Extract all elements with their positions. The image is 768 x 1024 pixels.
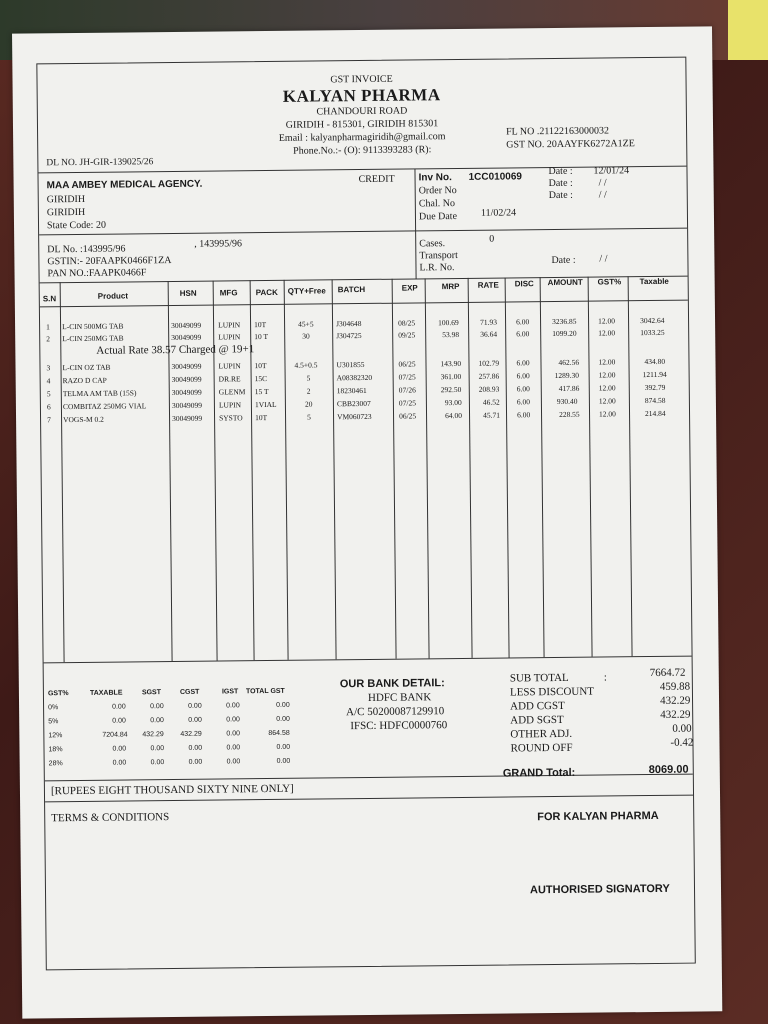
cell-amount: 462.56 bbox=[558, 357, 580, 367]
cell-product: L-CIN 500MG TAB bbox=[62, 321, 124, 332]
cell-amount: 228.55 bbox=[558, 409, 580, 419]
cell-product: VOGS-M 0.2 bbox=[63, 414, 104, 425]
gst-cell: 28% bbox=[48, 760, 63, 768]
cell-amount: 930.40 bbox=[556, 396, 578, 406]
divider bbox=[414, 168, 416, 278]
cell-mfg: DR.RE bbox=[218, 374, 241, 384]
col-product: Product bbox=[97, 291, 129, 301]
cell-mrp: 143.90 bbox=[440, 358, 462, 369]
gst-summary-row bbox=[44, 743, 344, 756]
cell-batch: J304648 bbox=[336, 319, 362, 329]
cell-disc: 6.00 bbox=[516, 371, 530, 381]
bank-title: OUR BANK DETAIL: bbox=[339, 677, 445, 691]
cell-disc: 6.00 bbox=[516, 358, 530, 368]
party-gstin: GSTIN:- 20FAAPK0466F1ZA bbox=[47, 255, 172, 268]
bank-ifsc: IFSC: HDFC0000760 bbox=[350, 719, 448, 733]
firm-fl-no: FL NO .21122163000032 bbox=[506, 125, 610, 138]
cell-product: L-CIN 250MG TAB bbox=[62, 333, 124, 344]
cell-exp: 08/25 bbox=[398, 318, 416, 328]
chal-date: / / bbox=[598, 189, 607, 201]
cell-disc: 6.00 bbox=[516, 384, 530, 394]
gst-cell: 7204.84 bbox=[102, 731, 128, 739]
cell-pack: 10T bbox=[255, 413, 268, 423]
col-rate: RATE bbox=[477, 280, 499, 290]
firm-gst-no: GST NO. 20AAYFK6272A1ZE bbox=[506, 138, 635, 151]
cell-pack: 10T bbox=[254, 361, 267, 371]
chal-no-label: Chal. No bbox=[418, 198, 455, 210]
cell-taxable: 1033.25 bbox=[640, 327, 665, 338]
cell-exp: 07/26 bbox=[398, 385, 416, 395]
party-city-2: GIRIDIH bbox=[46, 206, 86, 219]
cell-rate: 208.93 bbox=[478, 384, 500, 394]
firm-phone: Phone.No.:- (O): 9113393283 (R): bbox=[293, 144, 432, 157]
gst-cell: 0.00 bbox=[276, 757, 291, 765]
party-state-code: State Code: 20 bbox=[46, 219, 106, 232]
cell-rate: 257.86 bbox=[478, 371, 500, 381]
cell-disc: 6.00 bbox=[516, 329, 530, 339]
cell-exp: 06/25 bbox=[398, 411, 417, 421]
cell-disc: 6.00 bbox=[516, 317, 530, 327]
col-sn: S.N bbox=[42, 294, 57, 304]
cell-mrp: 361.00 bbox=[440, 371, 462, 382]
cell-hsn: 30049099 bbox=[171, 332, 202, 343]
gst-col-cgst: CGST bbox=[179, 688, 200, 696]
cell-hsn: 30049099 bbox=[171, 374, 202, 385]
cell-qty: 2 bbox=[306, 386, 311, 396]
cell-rate: 36.64 bbox=[480, 329, 498, 339]
cell-hsn: 30049099 bbox=[171, 320, 202, 331]
gst-cell: 0.00 bbox=[226, 744, 241, 752]
sub-total-label: SUB TOTAL bbox=[509, 671, 569, 685]
cell-mrp: 93.00 bbox=[444, 397, 462, 408]
col-mfg: MFG bbox=[219, 288, 238, 298]
gst-cell: 18% bbox=[48, 746, 63, 754]
cell-gst: 12.00 bbox=[598, 316, 615, 326]
col-exp: EXP bbox=[401, 283, 418, 293]
date-label-2: Date : bbox=[548, 177, 573, 190]
cell-qty: 5 bbox=[307, 412, 311, 422]
cell-sn: 7 bbox=[47, 415, 51, 425]
gst-cell: 0% bbox=[48, 704, 59, 712]
add-sgst-value: 432.29 bbox=[660, 708, 691, 721]
sub-total-colon: : bbox=[603, 671, 607, 684]
party-city-1: GIRIDIH bbox=[46, 193, 86, 206]
cell-qty: 4.5+0.5 bbox=[294, 360, 318, 370]
cell-hsn: 30049099 bbox=[171, 361, 202, 372]
cell-mfg: LUPIN bbox=[218, 332, 241, 342]
cell-gst: 12.00 bbox=[598, 328, 616, 338]
cell-sn: 5 bbox=[46, 389, 51, 399]
cell-product: TELMA AM TAB (15S) bbox=[62, 388, 137, 399]
order-date: / / bbox=[598, 177, 607, 189]
cell-mfg: LUPIN bbox=[218, 320, 241, 330]
gst-cell: 0.00 bbox=[188, 744, 203, 752]
gst-summary-row bbox=[45, 757, 345, 770]
cell-taxable: 874.58 bbox=[644, 395, 666, 406]
firm-name: KALYAN PHARMA bbox=[282, 85, 441, 106]
firm-email: Email : kalyanpharmagiridih@gmail.com bbox=[278, 131, 446, 144]
cell-disc: 6.00 bbox=[516, 397, 531, 407]
round-off-label: ROUND OFF bbox=[510, 741, 573, 755]
firm-dl-no: DL NO. JH-GIR-139025/26 bbox=[46, 157, 154, 169]
cell-sn: 4 bbox=[46, 376, 51, 386]
due-date-label: Due Date bbox=[418, 211, 458, 223]
cell-exp: 06/25 bbox=[398, 359, 416, 369]
gst-cell: 0.00 bbox=[150, 759, 165, 767]
cell-taxable: 214.84 bbox=[644, 408, 666, 419]
gst-cell: 864.58 bbox=[268, 729, 290, 738]
col-mrp: MRP bbox=[441, 281, 460, 292]
cell-amount: 1099.20 bbox=[552, 328, 577, 339]
inv-no: 1CC010069 bbox=[468, 171, 522, 183]
due-date: 11/02/24 bbox=[480, 207, 517, 219]
other-adj-label: OTHER ADJ. bbox=[510, 727, 573, 741]
cell-sn: 1 bbox=[46, 322, 50, 332]
divider bbox=[40, 300, 688, 308]
gst-cell: 0.00 bbox=[112, 745, 127, 753]
add-sgst-label: ADD SGST bbox=[510, 713, 564, 727]
cell-sn: 3 bbox=[46, 363, 51, 373]
divider bbox=[44, 656, 692, 664]
col-gst: GST% bbox=[597, 277, 622, 287]
round-off-value: -0.42 bbox=[670, 736, 694, 749]
cell-batch: J304725 bbox=[336, 331, 362, 341]
gst-col-igst: IGST bbox=[221, 688, 239, 696]
gst-cell: 0.00 bbox=[226, 758, 241, 766]
gst-cell: 0.00 bbox=[276, 701, 290, 709]
authorised-signatory: AUTHORISED SIGNATORY bbox=[529, 882, 670, 897]
cases-label: Cases. bbox=[419, 238, 446, 250]
gst-cell: 0.00 bbox=[276, 715, 290, 723]
cell-taxable: 1211.94 bbox=[642, 369, 667, 380]
sub-total-value: 7664.72 bbox=[649, 666, 686, 680]
terms-conditions: TERMS & CONDITIONS bbox=[51, 811, 170, 825]
gst-summary-row bbox=[44, 729, 344, 742]
lr-date: / / bbox=[599, 253, 608, 265]
cell-sn: 2 bbox=[46, 334, 51, 344]
divider bbox=[45, 774, 693, 782]
lr-no-label: L.R. No. bbox=[419, 262, 455, 274]
col-qty: QTY+Free bbox=[287, 286, 326, 296]
cell-qty: 5 bbox=[306, 373, 311, 383]
cell-qty: 20 bbox=[304, 399, 313, 409]
cell-hsn: 30049099 bbox=[171, 387, 202, 398]
gst-col-total: TOTAL GST bbox=[245, 687, 285, 696]
other-adj-value: 0.00 bbox=[672, 722, 692, 735]
col-hsn: HSN bbox=[179, 288, 197, 298]
cell-rate: 102.79 bbox=[478, 358, 500, 368]
gst-cell: 0.00 bbox=[226, 730, 241, 738]
gst-summary-row bbox=[44, 701, 344, 714]
for-firm: FOR KALYAN PHARMA bbox=[537, 809, 659, 824]
grand-total-label: GRAND Total: bbox=[502, 766, 576, 780]
party-dl-no: DL No. :143995/96 bbox=[47, 243, 126, 256]
cell-mfg: SYSTO bbox=[219, 413, 243, 423]
col-disc: DISC bbox=[514, 279, 534, 289]
firm-address-2: GIRIDIH - 815301, GIRIDIH 815301 bbox=[285, 118, 439, 131]
date-label-3: Date : bbox=[548, 189, 573, 202]
inv-no-label: Inv No. bbox=[418, 172, 452, 184]
bank-name: HDFC BANK bbox=[367, 691, 432, 704]
gst-col-taxable: TAXABLE bbox=[89, 689, 123, 697]
cell-mfg: GLENM bbox=[218, 387, 246, 397]
cell-pack: 15 T bbox=[254, 386, 269, 397]
cell-pack: 10T bbox=[254, 320, 267, 330]
divider bbox=[39, 228, 687, 236]
cell-disc: 6.00 bbox=[516, 410, 531, 420]
cell-pack: 1VIAL bbox=[254, 399, 277, 410]
gst-cell: 0.00 bbox=[150, 703, 164, 711]
sticky-note-corner bbox=[728, 0, 768, 60]
cell-mfg: LUPIN bbox=[218, 361, 241, 371]
gst-cell: 0.00 bbox=[226, 702, 240, 710]
gst-cell: 0.00 bbox=[188, 758, 203, 766]
bank-account: A/C 50200087129910 bbox=[346, 705, 445, 719]
invoice-date: 12/01/24 bbox=[593, 165, 630, 177]
gst-cell: 432.29 bbox=[180, 730, 202, 738]
cell-pack: 15C bbox=[254, 374, 268, 384]
invoice-frame bbox=[36, 57, 695, 971]
gst-cell: 0.00 bbox=[112, 759, 127, 767]
gst-cell: 0.00 bbox=[150, 745, 165, 753]
cell-amount: 3236.85 bbox=[552, 316, 577, 327]
party-name: MAA AMBEY MEDICAL AGENCY. bbox=[46, 178, 203, 192]
gst-cell: 12% bbox=[48, 732, 63, 740]
amount-in-words: [RUPEES EIGHT THOUSAND SIXTY NINE ONLY] bbox=[50, 782, 294, 798]
cell-mrp: 292.50 bbox=[440, 384, 462, 395]
cell-qty: 45+5 bbox=[298, 319, 314, 329]
party-dl-no-2: , 143995/96 bbox=[194, 238, 243, 250]
gst-cell: 0.00 bbox=[188, 716, 202, 724]
cell-mrp: 64.00 bbox=[444, 410, 462, 421]
cell-product: L-CIN OZ TAB bbox=[62, 362, 111, 373]
cell-batch: CBB23007 bbox=[336, 398, 371, 409]
cell-hsn: 30049099 bbox=[171, 400, 202, 411]
party-pan: PAN NO.:FAAPK0466F bbox=[47, 267, 147, 280]
cases-value: 0 bbox=[489, 233, 495, 245]
handwritten-note: Actual Rate 38.57 Charged @ 19+1 bbox=[96, 343, 255, 357]
cell-sn: 6 bbox=[46, 402, 51, 412]
cell-gst: 12.00 bbox=[598, 370, 616, 380]
cell-rate: 46.52 bbox=[482, 397, 500, 407]
cell-qty: 30 bbox=[302, 331, 310, 341]
cell-gst: 12.00 bbox=[598, 357, 616, 367]
cell-amount: 1289.30 bbox=[554, 370, 580, 381]
gst-cell: 5% bbox=[48, 718, 59, 726]
cell-gst: 12.00 bbox=[598, 396, 616, 406]
transport-label: Transport bbox=[419, 250, 458, 262]
col-taxable: Taxable bbox=[639, 276, 669, 287]
add-cgst-label: ADD CGST bbox=[510, 699, 565, 713]
cell-amount: 417.86 bbox=[558, 383, 580, 393]
cell-pack: 10 T bbox=[254, 332, 269, 342]
cell-exp: 07/25 bbox=[398, 398, 417, 408]
cell-taxable: 434.80 bbox=[644, 356, 666, 367]
cell-mrp: 100.69 bbox=[438, 318, 459, 328]
cell-gst: 12.00 bbox=[598, 383, 616, 393]
gst-cell: 0.00 bbox=[226, 716, 240, 724]
cell-batch: 18230461 bbox=[336, 385, 367, 396]
less-discount-label: LESS DISCOUNT bbox=[509, 685, 595, 699]
gst-cell: 0.00 bbox=[112, 717, 126, 725]
cell-exp: 09/25 bbox=[398, 330, 416, 340]
gst-summary-header bbox=[44, 687, 344, 700]
less-discount-value: 459.88 bbox=[659, 680, 691, 693]
gst-col-rate: GST% bbox=[47, 690, 69, 698]
cell-rate: 45.71 bbox=[482, 410, 500, 420]
gst-cell: 0.00 bbox=[188, 702, 202, 710]
cell-exp: 07/25 bbox=[398, 372, 416, 382]
order-no-label: Order No bbox=[418, 185, 457, 197]
cell-batch: VM060723 bbox=[337, 411, 372, 422]
cell-product: RAZO D CAP bbox=[62, 375, 107, 386]
invoice-type: GST INVOICE bbox=[330, 73, 393, 86]
date-label-1: Date : bbox=[548, 165, 573, 178]
payment-mode: CREDIT bbox=[358, 173, 395, 186]
cell-rate: 71.93 bbox=[480, 317, 497, 327]
date-label-4: Date : bbox=[551, 254, 576, 267]
cell-taxable: 392.79 bbox=[644, 382, 666, 393]
grand-total-value: 8069.00 bbox=[648, 763, 689, 777]
gst-col-sgst: SGST bbox=[141, 689, 162, 697]
gst-cell: 0.00 bbox=[150, 717, 164, 725]
invoice-paper bbox=[12, 26, 722, 1018]
gst-cell: 0.00 bbox=[276, 743, 291, 751]
cell-hsn: 30049099 bbox=[172, 413, 203, 424]
gst-summary-row bbox=[44, 715, 344, 728]
cell-mfg: LUPIN bbox=[218, 400, 242, 410]
cell-batch: A08382320 bbox=[336, 372, 373, 383]
col-amount: AMOUNT bbox=[547, 277, 583, 288]
col-batch: BATCH bbox=[337, 284, 366, 295]
cell-product: COMBITAZ 250MG VIAL bbox=[62, 401, 147, 412]
cell-gst: 12.00 bbox=[598, 409, 616, 419]
gst-cell: 0.00 bbox=[112, 703, 126, 711]
add-cgst-value: 432.29 bbox=[659, 694, 691, 707]
firm-address-1: CHANDOURI ROAD bbox=[316, 105, 408, 118]
col-pack: PACK bbox=[255, 287, 278, 298]
cell-batch: U301855 bbox=[336, 359, 365, 370]
gst-cell: 432.29 bbox=[142, 731, 164, 739]
cell-mrp: 53.98 bbox=[442, 330, 460, 340]
cell-taxable: 3042.64 bbox=[640, 315, 665, 326]
